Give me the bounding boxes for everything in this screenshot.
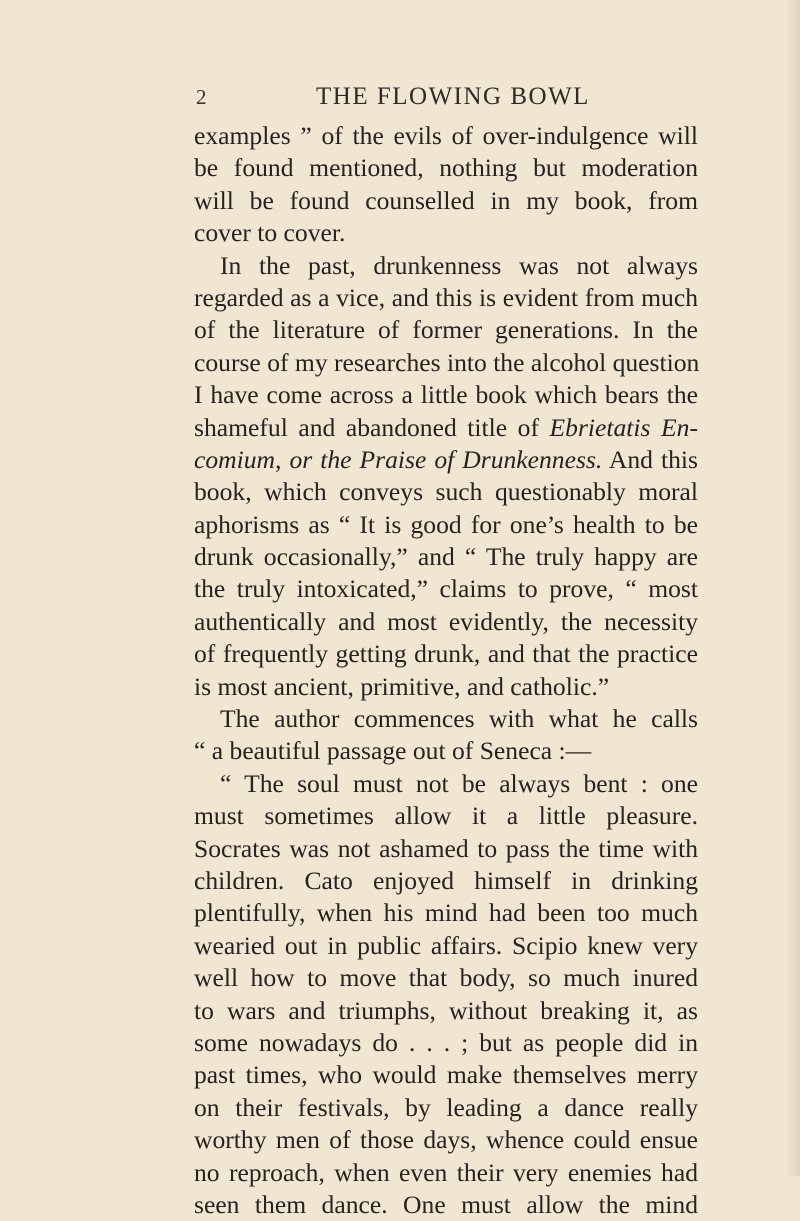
- book-title-italic: Ebrietatis En-: [549, 412, 698, 442]
- text-line: to wars and triumphs, without breaking it, as: [194, 995, 698, 1025]
- running-title: THE FLOWING BOWL: [316, 83, 590, 110]
- text-line: well how to move that body, so much inured: [194, 963, 698, 993]
- text-line-with-title: [194, 444, 698, 476]
- text-line: examples ” of the evils of over-indulgence will: [194, 121, 698, 150]
- text-line: Socrates was not ashamed to pass the time with: [194, 833, 698, 863]
- text-line: aphorisms as “ It is good for one’s health to be: [194, 509, 698, 539]
- text-line: cover to cover.: [194, 218, 346, 248]
- text-line: the truly intoxicated,” claims to prove, “ most: [194, 574, 698, 604]
- text-line: plentifully, when his mind had been too much: [194, 898, 698, 928]
- page-number: 2: [196, 85, 207, 109]
- text-line: will be found counselled in my book, from: [194, 185, 698, 215]
- page-edge-shadow: [786, 0, 800, 1176]
- quote-start: “ The soul must not be always bent : one: [220, 768, 698, 798]
- text-line: worthy men of those days, whence could ensue: [194, 1125, 698, 1155]
- text-fragment: shameful and abandoned title of: [194, 412, 550, 442]
- text-line: some nowadays do . . . ; but as people did in: [194, 1027, 698, 1057]
- text-line: be found mentioned, nothing but moderation: [194, 153, 698, 183]
- text-line: is most ancient, primitive, and catholic.”: [194, 671, 610, 701]
- text-line: “ a beautiful passage out of Seneca :—: [194, 736, 592, 766]
- text-line: on their festivals, by leading a dance really: [194, 1092, 698, 1122]
- text-line: drunk occasionally,” and “ The truly happy are: [194, 542, 698, 572]
- text-line: course of my researches into the alcohol question: [194, 347, 700, 377]
- body-text: [194, 120, 698, 1221]
- paragraph-start: The author commences with what he calls: [220, 704, 698, 734]
- text-line: authentically and most evidently, the necessity: [194, 606, 698, 636]
- text-line-with-title: [194, 412, 698, 444]
- text-line: of frequently getting drunk, and that the practice: [194, 639, 698, 669]
- text-line: past times, who would make themselves merry: [194, 1060, 698, 1090]
- text-line: seen them dance. One must allow the mind: [194, 1189, 698, 1219]
- text-line: must sometimes allow it a little pleasure.: [194, 801, 698, 831]
- book-title-italic: , or: [275, 444, 321, 474]
- text-line: book, which conveys such questionably moral: [194, 477, 698, 507]
- text-line: regarded as a vice, and this is evident from much: [194, 282, 698, 312]
- book-title-italic: comium: [194, 444, 276, 474]
- page-header: [196, 82, 696, 112]
- text-line: wearied out in public affairs. Scipio knew very: [194, 930, 698, 960]
- book-title-italic: the Praise of Drunkenness.: [320, 444, 603, 474]
- paragraph-start: In the past, drunkenness was not always: [220, 250, 698, 280]
- text-line: I have come across a little book which bears the: [194, 380, 698, 410]
- text-line: children. Cato enjoyed himself in drinking: [194, 865, 698, 895]
- text-line: no reproach, when even their very enemies had: [194, 1157, 698, 1187]
- text-line: of the literature of former generations. In the: [194, 315, 698, 345]
- text-fragment: And this: [608, 444, 698, 474]
